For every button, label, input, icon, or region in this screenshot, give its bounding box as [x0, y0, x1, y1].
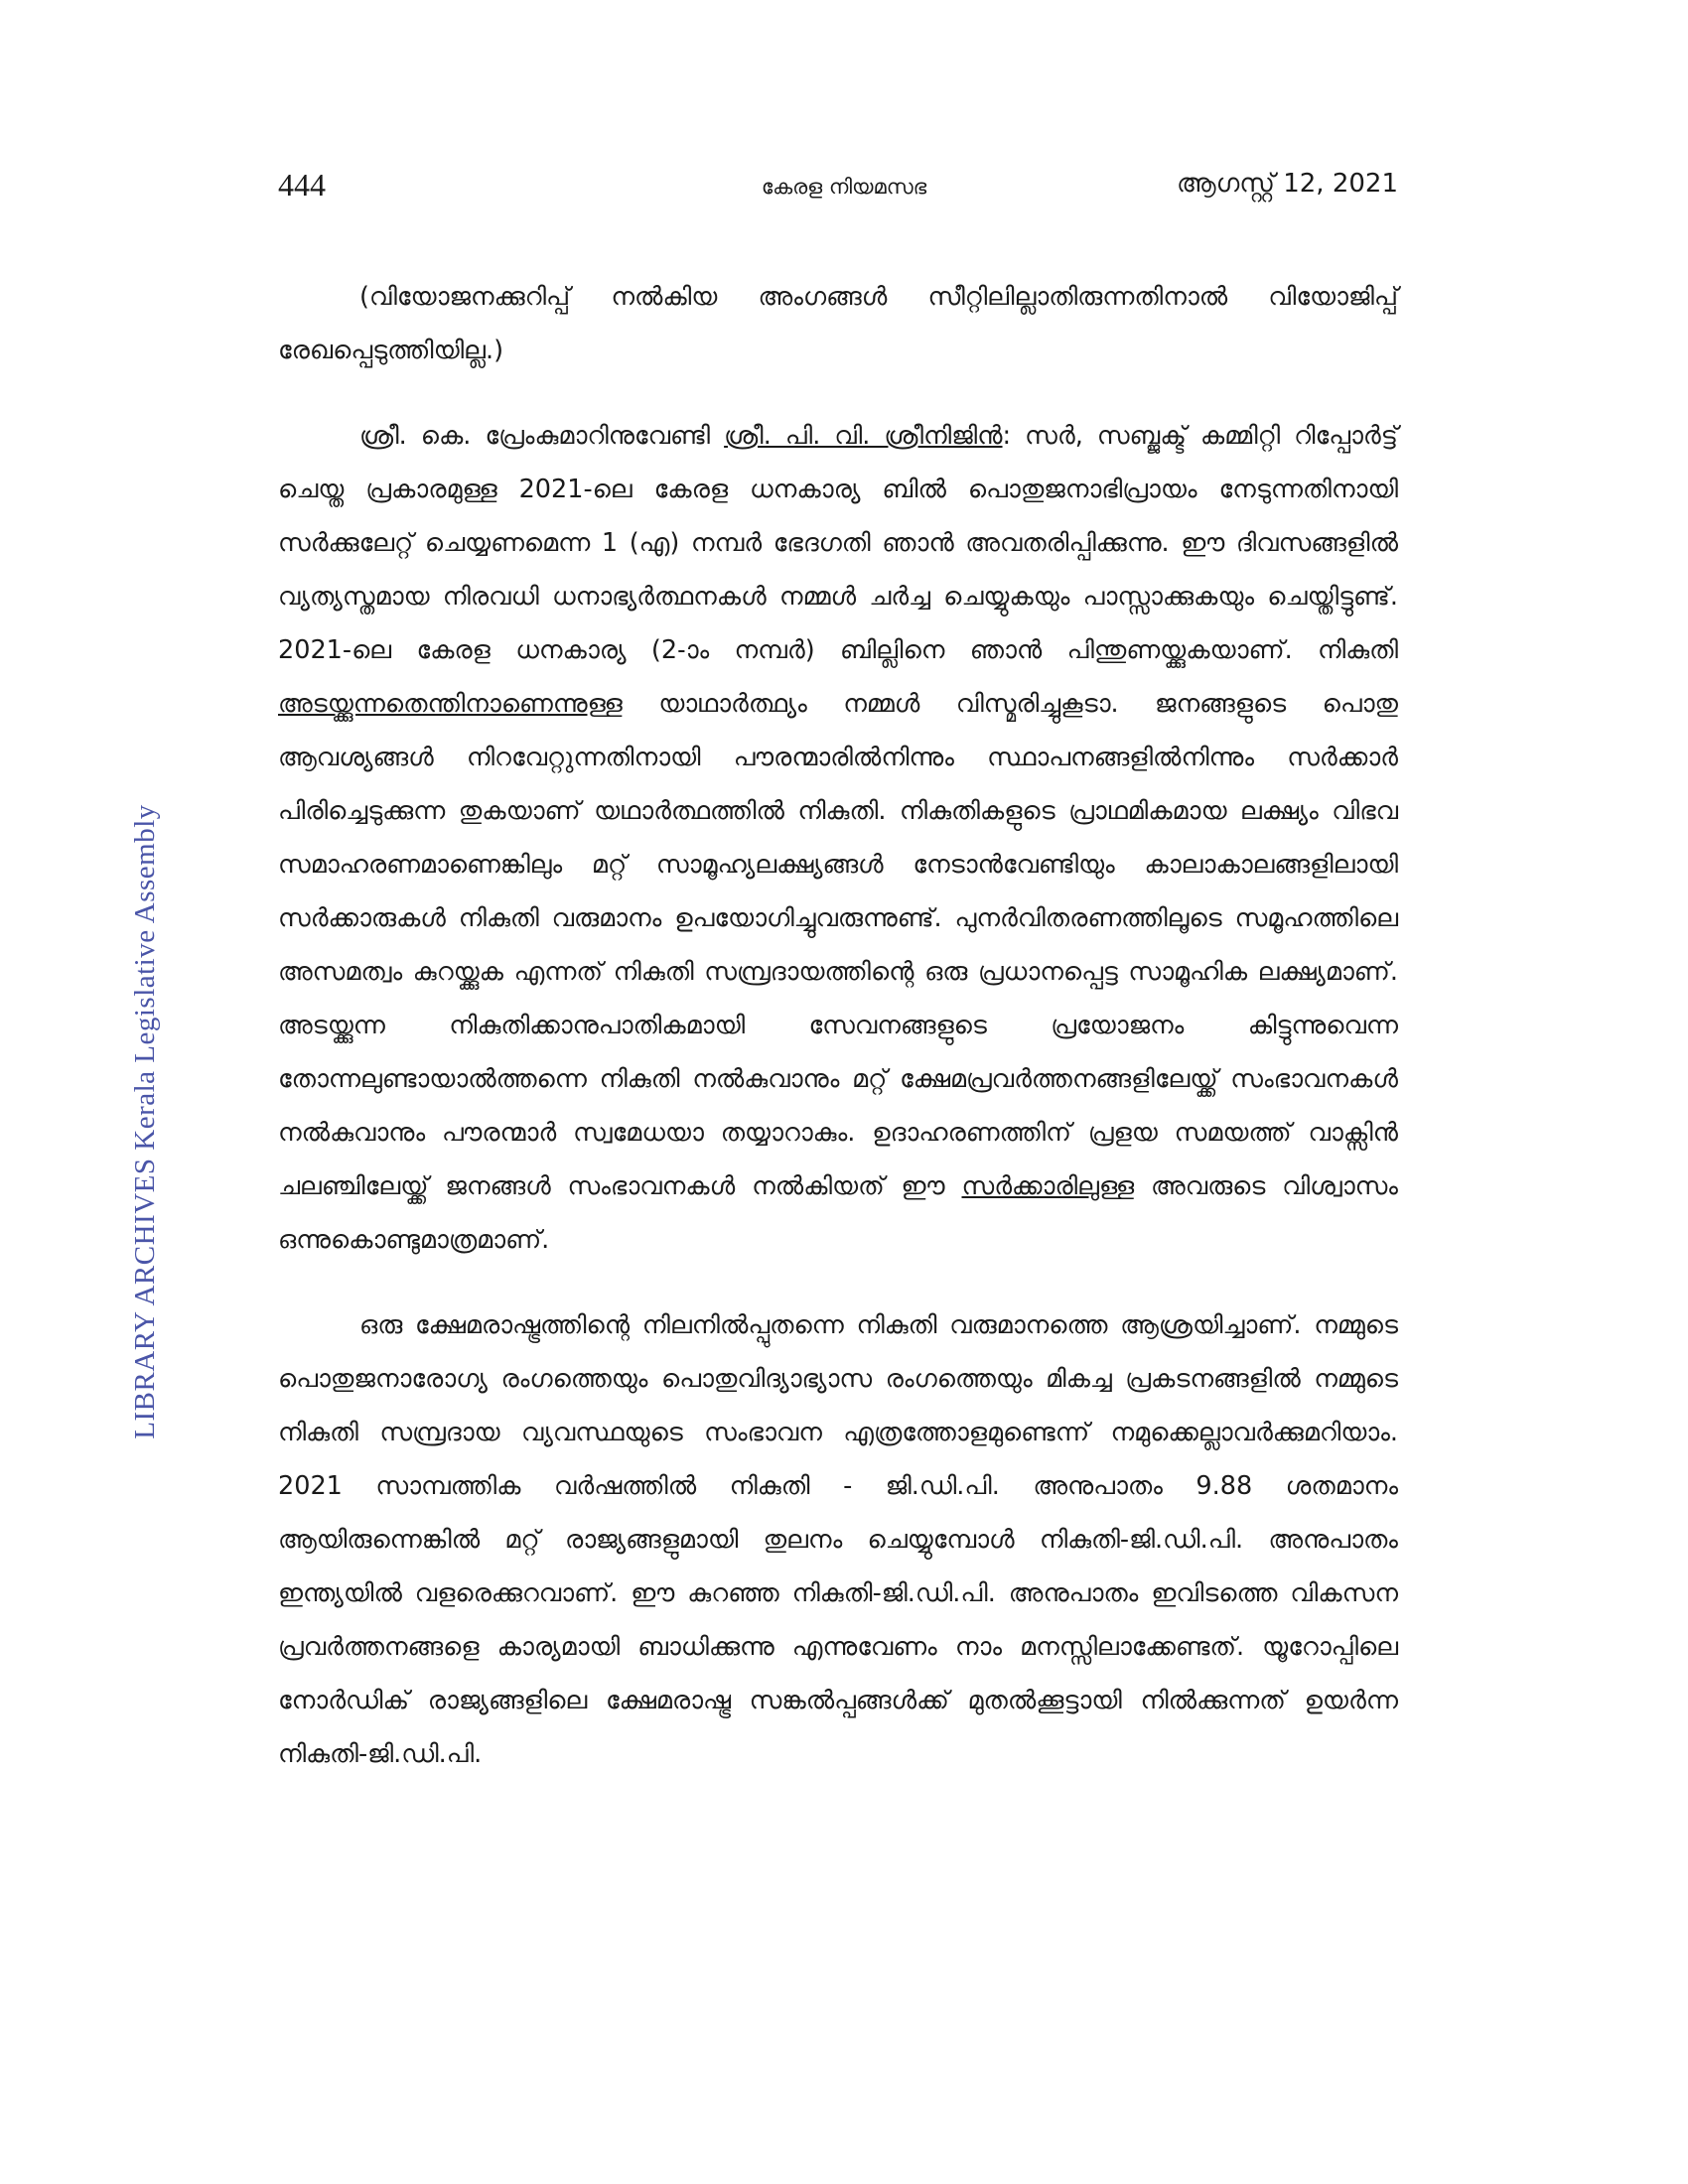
speech-text-b: യാഥാർത്ഥ്യം നമ്മൾ വിസ്മരിച്ചുകൂടാ. ജനങ്ങളുടെ പൊതു ആവശ്യങ്ങൾ നിറവേറ്റുന്നതിനായി പൗരന്മാരിൽനിന്നും സ്ഥാപനങ്ങളിൽനിന്നും സർക്കാർ പിരിച്ചെടുക്കുന്ന തുകയാണ് യഥാർത്ഥത്തിൽ നികുതി. നികുതികളുടെ പ്രാഥമികമായ ലക്ഷ്യം വിഭവ സമാഹരണമാണെങ്കിലും മറ്റ് സാമൂഹ്യലക്ഷ്യങ്ങൾ നേടാൻവേണ്ടിയും കാലാകാലങ്ങളിലായി സർക്കാരുകൾ നികുതി വരുമാനം ഉപയോഗിച്ചുവരുന്നുണ്ട്. പുനർവിതരണത്തിലൂടെ സമൂഹത്തിലെ അസമത്വം കുറയ്ക്കുക എന്നത് നികുതി സമ്പ്രദായത്തിന്റെ ഒരു പ്രധാനപ്പെട്ട സാമൂഹിക ലക്ഷ്യമാണ്. അടയ്ക്കുന്ന നികുതിക്കാനുപാതികമായി സേവനങ്ങളുടെ പ്രയോജനം കിട്ടുന്നുവെന്ന തോന്നലുണ്ടായാൽത്തന്നെ നികുതി നൽകുവാനും മറ്റ് ക്ഷേമപ്രവർത്തനങ്ങളിലേയ്ക്ക് സംഭാവനകൾ നൽകുവാനും പൗരന്മാർ സ്വമേധയാ തയ്യാറാകും. ഉദാഹരണത്തിന് പ്രളയ സമയത്ത് വാക്സിൻ ചലഞ്ചിലേയ്ക്ക് ജനങ്ങൾ സംഭാവനകൾ നൽകിയത് ഈ [278, 689, 1398, 1201]
speech-text-a: : സർ, സബ്ജക്ട് കമ്മിറ്റി റിപ്പോർട്ട് ചെയ്ത പ്രകാരമുള്ള 2021-ലെ കേരള ധനകാര്യ ബിൽ പൊതുജനാഭിപ്രായം നേടുന്നതിനായി സർക്കുലേറ്റ് ചെയ്യണമെന്ന 1 (എ) നമ്പർ ഭേദഗതി ഞാൻ അവതരിപ്പിക്കുന്നു. ഈ ദിവസങ്ങളിൽ വ്യത്യസ്തമായ നിരവധി ധനാഭ്യർത്ഥനകൾ നമ്മൾ ചർച്ച ചെയ്യുകയും പാസ്സാക്കുകയും ചെയ്തിട്ടുണ്ട്. 2021-ലെ കേരള ധനകാര്യ (2-ാം നമ്പർ) ബില്ലിനെ ഞാൻ പിന്തുണയ്ക്കുകയാണ്. നികുതി [278, 421, 1399, 665]
page-number: 444 [278, 167, 326, 203]
document-body [278, 270, 1398, 1813]
underlined-phrase-2: സർക്കാരിലുള്ള [961, 1171, 1135, 1201]
paragraph-note: (വിയോജനക്കുറിപ്പ് നൽകിയ അംഗങ്ങൾ സീറ്റിലില്ലാതിരുന്നതിനാൽ വിയോജിപ്പ് രേഖപ്പെടുത്തിയില്ല.) [278, 282, 1398, 365]
speech-lead: ശ്രീ. കെ. പ്രേംകുമാറിനുവേണ്ടി [359, 421, 725, 451]
page-date: ആഗസ്റ്റ് 12, 2021 [1177, 169, 1398, 199]
running-title: കേരള നിയമസഭ [761, 175, 927, 199]
paragraph-speech-continued: ഒരു ക്ഷേമരാഷ്ട്രത്തിന്റെ നിലനിൽപ്പുതന്നെ നികുതി വരുമാനത്തെ ആശ്രയിച്ചാണ്. നമ്മുടെ പൊതുജനാരോഗ്യ രംഗത്തെയും പൊതുവിദ്യാഭ്യാസ രംഗത്തെയും മികച്ച പ്രകടനങ്ങളിൽ നമ്മുടെ നികുതി സമ്പ്രദായ വ്യവസ്ഥയുടെ സംഭാവന എത്രത്തോളമുണ്ടെന്ന് നമുക്കെല്ലാവർക്കുമറിയാം. 2021 സാമ്പത്തിക വർഷത്തിൽ നികുതി - ജി.ഡി.പി. അനുപാതം 9.88 ശതമാനം ആയിരുന്നെങ്കിൽ മറ്റ് രാജ്യങ്ങളുമായി തുലനം ചെയ്യുമ്പോൾ നികുതി-ജി.ഡി.പി. അനുപാതം ഇന്ത്യയിൽ വളരെക്കുറവാണ്. ഈ കുറഞ്ഞ നികുതി-ജി.ഡി.പി. അനുപാതം ഇവിടത്തെ വികസന പ്രവർത്തനങ്ങളെ കാര്യമായി ബാധിക്കുന്നു എന്നുവേണം നാം മനസ്സിലാക്കേണ്ടത്. യൂറോപ്പിലെ നോർഡിക് രാജ്യങ്ങളിലെ ക്ഷേമരാഷ്ട്ര സങ്കൽപ്പങ്ങൾക്ക് മുതൽക്കൂട്ടായി നിൽക്കുന്നത് ഉയർന്ന നികുതി-ജി.ഡി.പി. [278, 1310, 1398, 1769]
speech-text-c: അവരുടെ വിശ്വാസം ഒന്നുകൊണ്ടുമാത്രമാണ്. [278, 1171, 1398, 1255]
archive-watermark: LIBRARY ARCHIVES Kerala Legislative Assembly [129, 804, 161, 1439]
paragraph-speech [278, 409, 1398, 1267]
speaker-name: ശ്രീ. പി. വി. ശ്രീനിജിൻ [724, 421, 1003, 451]
underlined-phrase: അടയ്ക്കുന്നതെന്തിനാണെന്നുള്ള [278, 689, 623, 719]
